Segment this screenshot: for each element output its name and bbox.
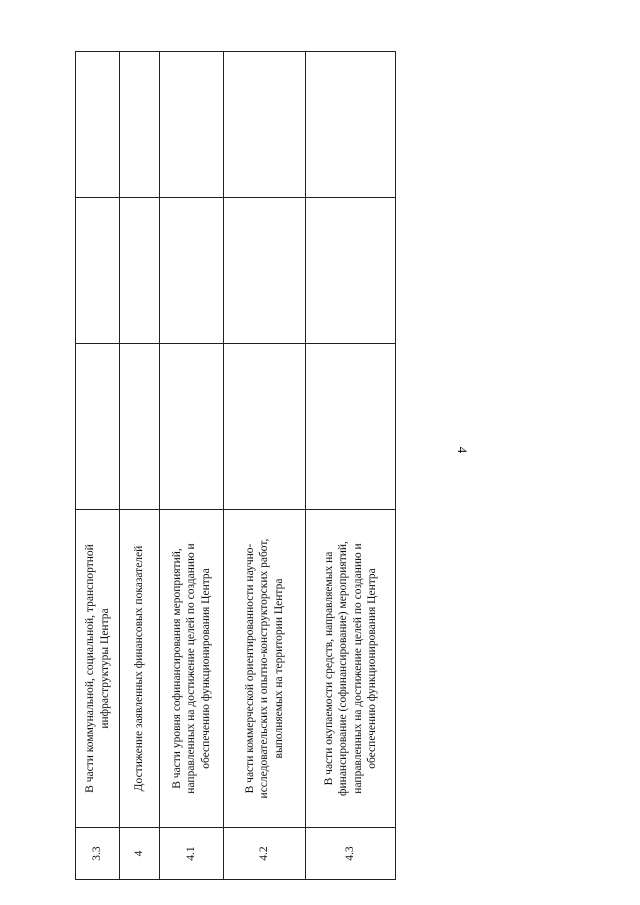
table-row — [224, 52, 306, 880]
row-description: В части коммерческой ориентированности научно-исследовательских и опытно-конструкторских работ, выполняемых на территории Центра — [224, 510, 306, 828]
row-number: 4.2 — [224, 828, 306, 880]
empty-cell — [160, 52, 224, 198]
empty-cell — [160, 344, 224, 510]
row-description: В части коммунальной, социальной, транспортной инфраструктуры Центра — [76, 510, 120, 828]
row-description: В части окупаемости средств, направляемых на финансирование (софинансирование) мероприятий, направленных на достижение целей по созданию и обеспечению функционирования Центра — [306, 510, 396, 828]
empty-cell — [120, 198, 160, 344]
table-row — [120, 52, 160, 880]
criteria-table — [75, 51, 396, 880]
row-number: 4 — [120, 828, 160, 880]
row-number: 4.1 — [160, 828, 224, 880]
empty-cell — [306, 198, 396, 344]
empty-cell — [76, 52, 120, 198]
empty-cell — [224, 344, 306, 510]
empty-cell — [120, 344, 160, 510]
empty-cell — [120, 52, 160, 198]
empty-cell — [224, 198, 306, 344]
empty-cell — [306, 344, 396, 510]
row-description: Достижение заявленных финансовых показателей — [120, 510, 160, 828]
table-row — [160, 52, 224, 880]
row-number: 3.3 — [76, 828, 120, 880]
row-number: 4.3 — [306, 828, 396, 880]
empty-cell — [76, 344, 120, 510]
criteria-table-wrapper — [75, 52, 395, 880]
page-number: 4 — [455, 446, 470, 454]
empty-cell — [160, 198, 224, 344]
empty-cell — [224, 52, 306, 198]
empty-cell — [76, 198, 120, 344]
table-row — [76, 52, 120, 880]
table-row — [306, 52, 396, 880]
empty-cell — [306, 52, 396, 198]
row-description: В части уровня софинансирования мероприятий, направленных на достижение целей по созданию и обеспечению функционирования Центра — [160, 510, 224, 828]
